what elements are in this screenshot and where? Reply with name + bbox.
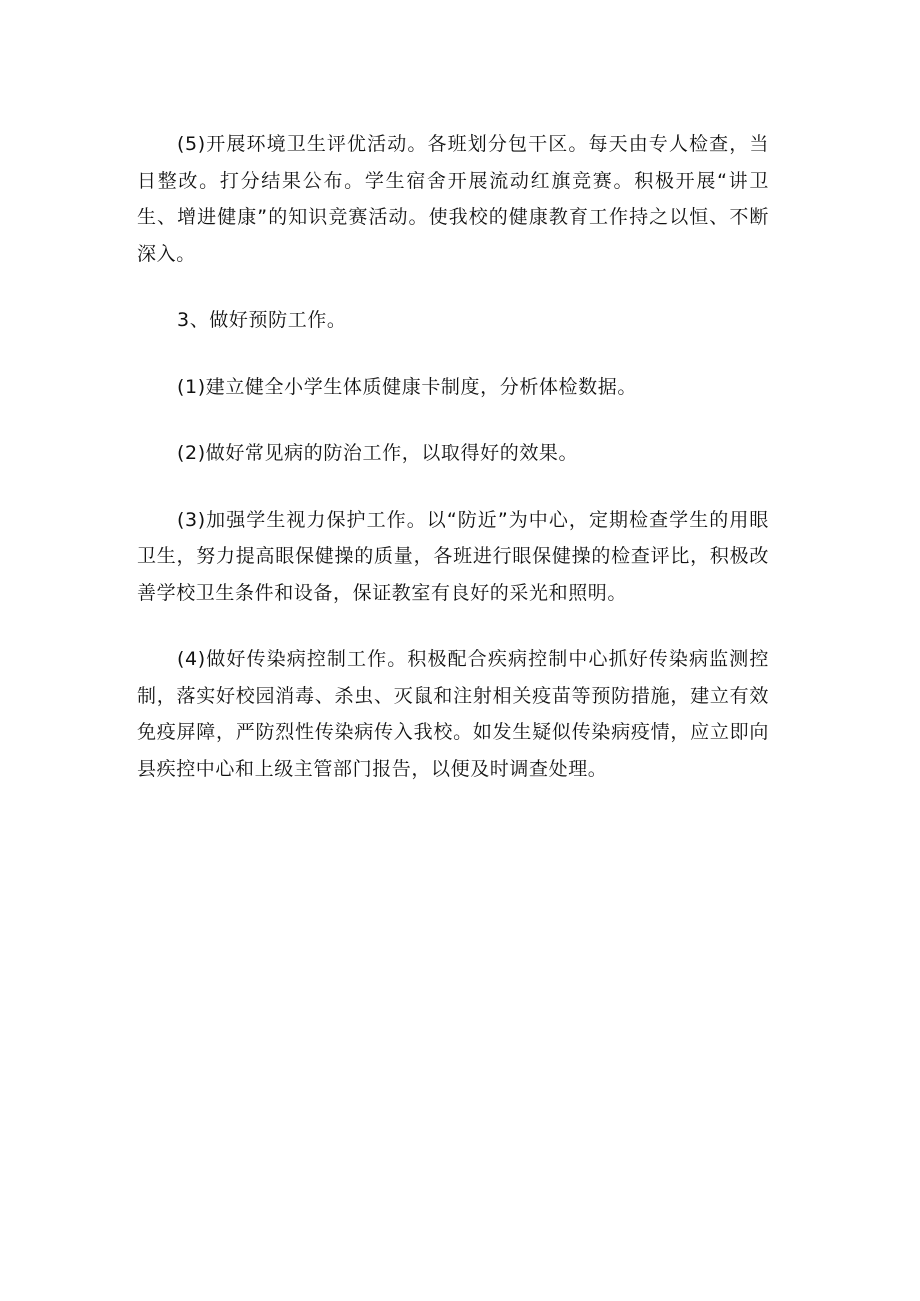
paragraph-health-card: (1)建立健全小学生体质健康卡制度，分析体检数据。 — [177, 375, 637, 398]
paragraph-environment-hygiene: (5)开展环境卫生评优活动。各班划分包干区。每天由专人检查，当日整改。打分结果公布。学生宿舍开展流动红旗竞赛。积极开展“讲卫生、增进健康”的知识竞赛活动。使我校的健康教育工作持之以恒、不断深入。 — [137, 133, 769, 265]
paragraph-vision-protection: (3)加强学生视力保护工作。以“防近”为中心，定期检查学生的用眼卫生，努力提高眼保健操的质量，各班进行眼保健操的检查评比，积极改善学校卫生条件和设备，保证教室有良好的采光和照明。 — [137, 508, 769, 604]
document-body — [137, 126, 769, 787]
paragraph-infectious-disease: (4)做好传染病控制工作。积极配合疾病控制中心抓好传染病监测控制，落实好校园消毒、杀虫、灭鼠和注射相关疫苗等预防措施，建立有效免疫屏障，严防烈性传染病传入我校。如发生疑似传染病疫情，应立即向县疾控中心和上级主管部门报告，以便及时调查处理。 — [137, 648, 769, 780]
section-heading-prevention: 3、做好预防工作。 — [177, 309, 347, 331]
paragraph-common-disease: (2)做好常见病的防治工作，以取得好的效果。 — [177, 442, 579, 464]
